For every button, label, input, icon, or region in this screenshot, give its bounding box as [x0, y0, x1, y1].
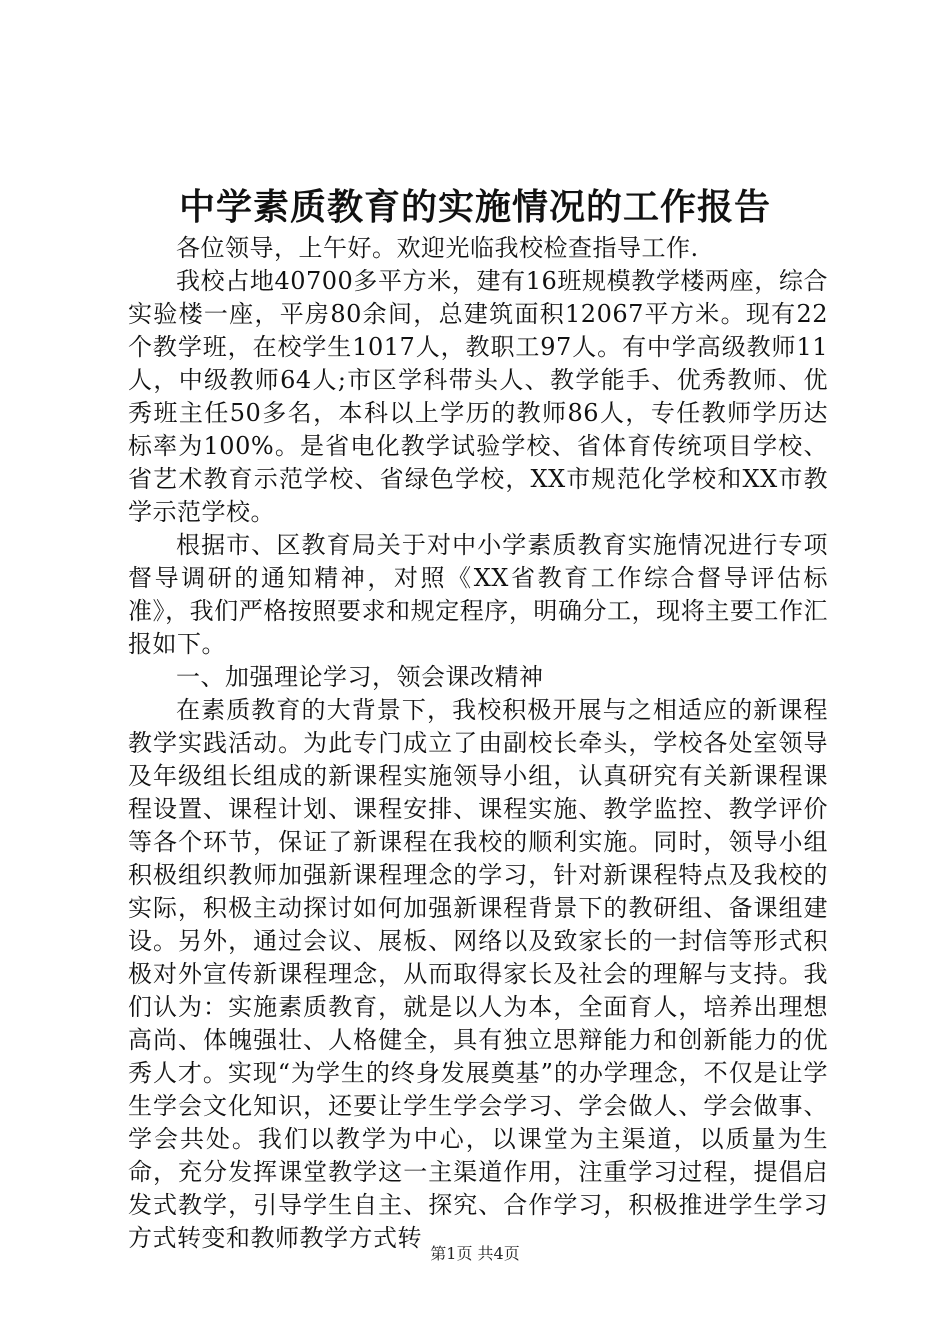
paragraph-report-intro: 根据市、区教育局关于对中小学素质教育实施情况进行专项督导调研的通知精神，对照《XX省教育工作综合督导评估标准》，我们严格按照要求和规定程序，明确分工，现将主要工作汇报如下。: [128, 531, 828, 658]
document-body: [128, 232, 828, 1255]
paragraph-greeting: 各位领导，上午好。欢迎光临我校检查指导工作.: [176, 234, 699, 262]
paragraph-school-overview: 我校占地40700多平方米，建有16班规模教学楼两座，综合实验楼一座，平房80余间，总建筑面积12067平方米。现有22个教学班，在校学生1017人，教职工97人。有中学高级教师11人，中级教师64人;市区学科带头人、教学能手、优秀教师、优秀班主任50多名，本科以上学历的教师86人，专任教师学历达标率为100%。是省电化教学试验学校、省体育传统项目学校、省艺术教育示范学校、省绿色学校，XX市规范化学校和XX市教学示范学校。: [128, 267, 828, 526]
page-footer: 第1页 共4页: [430, 1244, 520, 1263]
section-heading-1: 一、加强理论学习，领会课改精神: [176, 663, 544, 691]
document-title: 中学素质教育的实施情况的工作报告: [178, 186, 771, 228]
paragraph-section-1-body: 在素质教育的大背景下，我校积极开展与之相适应的新课程教学实践活动。为此专门成立了由副校长牵头，学校各处室领导及年级组长组成的新课程实施领导小组，认真研究有关新课程课程设置、课程计划、课程安排、课程实施、教学监控、教学评价等各个环节，保证了新课程在我校的顺利实施。同时，领导小组积极组织教师加强新课程理念的学习，针对新课程特点及我校的实际，积极主动探讨如何加强新课程背景下的教研组、备课组建设。另外，通过会议、展板、网络以及致家长的一封信等形式积极对外宣传新课程理念，从而取得家长及社会的理解与支持。我们认为：实施素质教育，就是以人为本，全面育人，培养出理想高尚、体魄强壮、人格健全，具有独立思辩能力和创新能力的优秀人才。实现“为学生的终身发展奠基”的办学理念，不仅是让学生学会文化知识，还要让学生学会学习、学会做人、学会做事、学会共处。我们以教学为中心，以课堂为主渠道，以质量为生命，充分发挥课堂教学这一主渠道作用，注重学习过程，提倡启发式教学，引导学生自主、探究、合作学习，积极推进学生学习方式转变和教师教学方式转: [128, 696, 828, 1252]
